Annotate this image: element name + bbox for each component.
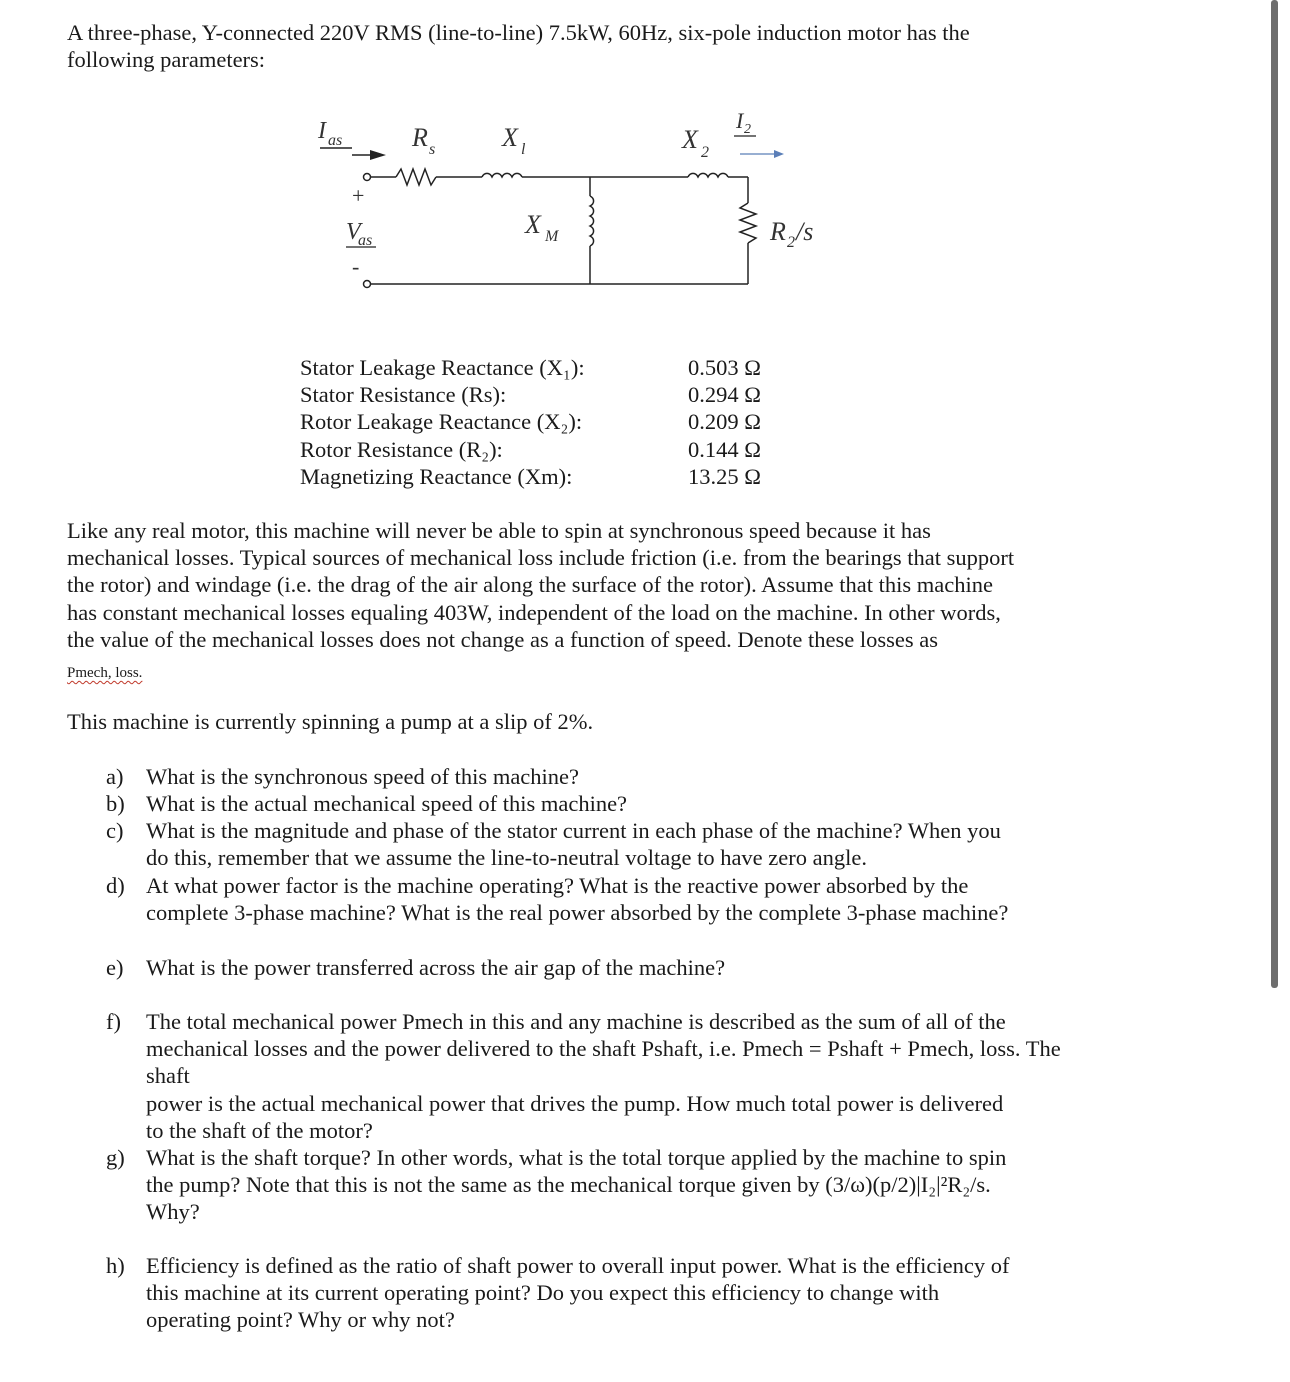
parameter-table bbox=[300, 354, 780, 490]
parameter-label: Stator Leakage Reactance (X₁): bbox=[300, 355, 585, 380]
parameter-row bbox=[300, 463, 780, 490]
svg-text:X: X bbox=[502, 123, 518, 152]
x2-inductor bbox=[688, 173, 728, 177]
slip-statement: This machine is currently spinning a pump at a slip of 2%. bbox=[67, 709, 594, 734]
svg-text:R: R bbox=[770, 217, 786, 246]
svg-text:l: l bbox=[521, 141, 526, 158]
parameter-label: Rotor Resistance (R₂): bbox=[300, 436, 503, 462]
svg-text:as: as bbox=[328, 132, 343, 149]
question-g: g) What is the shaft torque? In other words, what is the total torque applied by the machine to spin the pump? Note that this is not the same as the mechanical torque given by (3/ω)(p/2)|I₂|²R₂/s. Why? bbox=[106, 1145, 1007, 1225]
svg-text:2: 2 bbox=[744, 122, 751, 137]
parameter-value: 0.294 Ω bbox=[688, 382, 761, 408]
terminal-top bbox=[364, 174, 371, 181]
svg-text:X: X bbox=[682, 125, 698, 154]
equivalent-circuit-diagram bbox=[300, 108, 860, 308]
rs-resistor bbox=[396, 169, 436, 185]
pmech-loss-label: Pmech, loss. bbox=[67, 665, 143, 681]
parameter-label: Rotor Leakage Reactance (X₂): bbox=[300, 409, 583, 435]
xm-inductor bbox=[590, 196, 594, 246]
label-i-as bbox=[317, 118, 342, 149]
question-d: d) At what power factor is the machine operating? What is the reactive power absorbed by the complete 3-phase machine? What is the real power absorbed by the complete 3-phase machine? bbox=[106, 873, 1009, 926]
x1-inductor bbox=[482, 173, 522, 177]
question-h: h) Efficiency is defined as the ratio of shaft power to overall input power. What is the efficiency of this machine at its current operating point? Do you expect this efficiency to change with operating point? Why or why not? bbox=[106, 1253, 1010, 1333]
parameter-value: 13.25 Ω bbox=[688, 463, 761, 489]
i2-arrow bbox=[774, 150, 784, 158]
parameter-row bbox=[300, 381, 780, 408]
label-x2 bbox=[681, 125, 709, 161]
svg-text:R: R bbox=[412, 123, 428, 152]
question-b: b) What is the actual mechanical speed of this machine? bbox=[106, 791, 628, 816]
svg-text:s: s bbox=[429, 141, 436, 158]
losses-paragraph: Like any real motor, this machine will never be able to spin at synchronous speed because it has mechanical losses. Typical sources of mechanical loss include friction (i.e. from the bearings that support the rotor) and windage (i.e. the drag of the air along the surface of the rotor). Assume that this machine has constant mechanical losses equaling 403W, independent of the load on the machine. In other words, the value of the mechanical losses does not change as a function of speed. Denote these losses as bbox=[67, 518, 1015, 652]
svg-text:M: M bbox=[545, 228, 559, 245]
intro-line-1: A three-phase, Y-connected 220V RMS (line-to-line) 7.5kW, 60Hz, six-pole induction motor has the bbox=[67, 20, 970, 45]
svg-text:V: V bbox=[346, 219, 361, 245]
label-xm bbox=[524, 210, 560, 245]
label-i2 bbox=[735, 108, 751, 137]
svg-text:as: as bbox=[358, 232, 373, 249]
svg-text:2: 2 bbox=[701, 144, 709, 161]
parameter-value: 0.503 Ω bbox=[688, 355, 761, 380]
parameter-row bbox=[300, 436, 780, 463]
question-f: f) The total mechanical power Pmech in this and any machine is described as the sum of all of the mechanical losses and the power delivered to the shaft Pshaft, i.e. Pmech = Pshaft + Pmech, loss. The shaft power is the actual mechanical power that drives the pump. How much total power is delivered to the shaft of the motor? bbox=[106, 1009, 1061, 1143]
parameter-value: 0.209 Ω bbox=[688, 409, 761, 435]
svg-text:I: I bbox=[736, 108, 744, 133]
parameter-label: Magnetizing Reactance (Xm): bbox=[300, 463, 573, 489]
label-vas bbox=[346, 219, 372, 249]
scrollbar[interactable] bbox=[1271, 0, 1278, 988]
question-c: c) What is the magnitude and phase of the stator current in each phase of the machine? When you do this, remember that we assume the line-to-neutral voltage to have zero angle. bbox=[106, 818, 1001, 871]
parameter-value: 0.144 Ω bbox=[688, 436, 761, 462]
question-a: a) What is the synchronous speed of this machine? bbox=[106, 764, 580, 789]
minus-sign: - bbox=[352, 254, 360, 279]
label-rs bbox=[411, 123, 435, 158]
label-r2s bbox=[769, 217, 813, 251]
svg-text:2: 2 bbox=[787, 234, 795, 251]
intro-line-2: following parameters: bbox=[67, 47, 266, 72]
parameter-row bbox=[300, 408, 780, 435]
svg-text:X: X bbox=[525, 210, 541, 239]
plus-sign: + bbox=[352, 183, 365, 208]
r2s-resistor bbox=[740, 203, 756, 243]
question-e: e) What is the power transferred across the air gap of the machine? bbox=[106, 955, 726, 980]
terminal-bottom bbox=[364, 281, 371, 288]
parameter-label: Stator Resistance (Rs): bbox=[300, 382, 507, 408]
svg-text:/s: /s bbox=[796, 217, 814, 246]
label-x1 bbox=[501, 123, 526, 158]
parameter-row bbox=[300, 354, 780, 381]
svg-text:I: I bbox=[318, 118, 326, 144]
